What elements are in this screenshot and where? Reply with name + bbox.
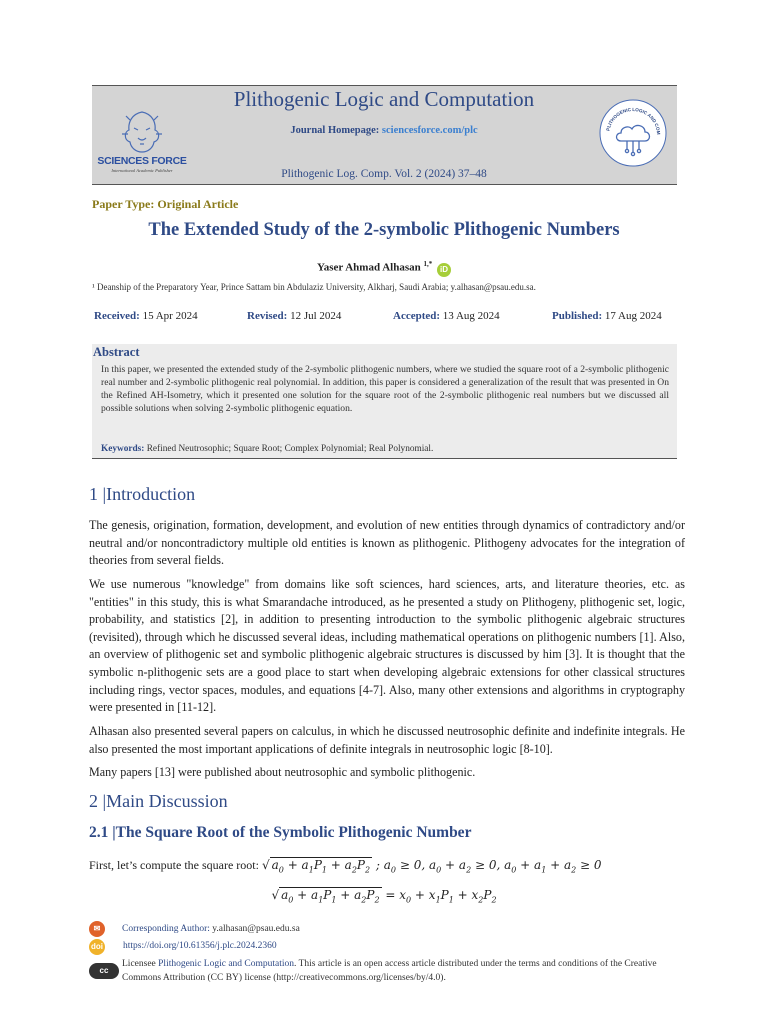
- square-root-condition: √ $a_0 + a_1P_1 + a_2P_2$ ; $a_0 \ge 0$, $a_0 + a_2 \ge 0$, $a_0 + a_1 + a_2 \ge 0$: [261, 858, 602, 875]
- revised-value: 12 Jul 2024: [287, 310, 342, 322]
- accepted-date: [393, 310, 500, 322]
- accepted-value: 13 Aug 2024: [440, 310, 500, 322]
- received-label: Received:: [94, 310, 140, 322]
- paper-type: Paper Type: Original Article: [92, 197, 239, 211]
- license-terms: . This article is an open access article distributed under the terms and conditions of the Creative Commons Attribution (CC BY) license (http://creativecommons.org/licenses/by/4.0).: [122, 959, 657, 983]
- intro-paragraph-1: The genesis, origination, formation, development, and evolution of new entities through dynamics of contradictory and/or neutral and/or noncontradictory multiple old entities is known as plithogenic. Plithogeny advocates for the integration of theories from several fields.: [89, 518, 685, 568]
- revised-date: [247, 310, 341, 322]
- license-journal: Plithogenic Logic and Computation: [158, 959, 295, 969]
- abstract-heading: Abstract: [93, 345, 140, 359]
- published-label: Published:: [552, 310, 603, 322]
- homepage-link[interactable]: sciencesforce.com/plc: [381, 125, 478, 136]
- license-text: [122, 957, 662, 985]
- journal-logo-text: PLITHOGENIC LOGIC AND COM: [605, 106, 662, 135]
- intro-paragraph-4: Many papers [13] were published about neutrosophic and symbolic plithogenic.: [89, 765, 476, 779]
- subsection-2-1-heading: 2.1 |The Square Root of the Symbolic Plithogenic Number: [89, 824, 472, 841]
- homepage-label: Journal Homepage:: [290, 125, 382, 136]
- square-root-intro-text: First, let’s compute the square root:: [89, 858, 262, 872]
- square-root-equation: √ $a_0 + a_1P_1 + a_2P_2 = x_0 + x_1P_1 + x_2P_2$: [271, 888, 497, 905]
- keywords-label: Keywords:: [101, 444, 145, 454]
- publisher-logo-text: SCIENCES FORCE: [97, 155, 187, 167]
- section-2-heading: 2 |Main Discussion: [89, 791, 228, 811]
- author-affiliation: ¹ Deanship of the Preparatory Year, Prince Sattam bin Abdulaziz University, Alkharj, Saudi Arabia; y.alhasan@psau.edu.sa.: [92, 282, 536, 292]
- abstract-text: In this paper, we presented the extended study of the 2-symbolic plithogenic numbers, where we studied the square root of a 2-symbolic plithogenic real number and 2-symbolic plithogenic real polynomial. In addition, this paper is considered a generalization of the result that was presented in On the Refined AH-Isometry, which it presented one solution for the square root of the 2-symbolic plithogenic real numbers but we discussed all possible solutions when solving 2-symbolic plithogenic equation.: [101, 364, 669, 415]
- cc-by-license-icon: cc: [89, 963, 119, 979]
- intro-paragraph-3: Alhasan also presented several papers on calculus, in which he discussed neutrosophic definite and indefinite integrals. He also presented the most important applications of definite integrals in neutrosophic logic [8-10].: [89, 724, 685, 756]
- license-prefix: Licensee: [122, 959, 159, 969]
- accepted-label: Accepted:: [393, 310, 441, 322]
- doi-link[interactable]: https://doi.org/10.61356/j.plc.2024.2360: [123, 941, 277, 951]
- author-line: [0, 260, 768, 277]
- author-affiliation-marker: 1,*: [423, 260, 433, 268]
- received-value: 15 Apr 2024: [139, 310, 198, 322]
- journal-title: Plithogenic Logic and Computation: [233, 87, 535, 111]
- journal-citation: Plithogenic Log. Comp. Vol. 2 (2024) 37–48: [281, 168, 487, 180]
- journal-logo: [597, 97, 669, 169]
- doi-icon: doi: [89, 939, 105, 955]
- author-name: Yaser Ahmad Alhasan: [317, 261, 424, 274]
- published-date: [552, 310, 662, 322]
- corresponding-author-label: Corresponding Author:: [122, 924, 210, 934]
- corresponding-author: [122, 924, 300, 934]
- corresponding-author-email[interactable]: y.alhasan@psau.edu.sa: [209, 924, 300, 934]
- square-root-intro-line: [89, 858, 602, 874]
- intro-paragraph-2: We use numerous "knowledge" from domains like soft sciences, hard sciences, arts, and literature theories, etc. as "entities" in this study, this is what Smarandache introduced, as he presented a study on Plithogeny, plithogenic set, logic, probability, and statistics [2], in addition to presenting introduction to the symbolic plithogenic algebraic structures (revisited), through which he discussed several ideas, including mathematical operations on plithogenic numbers [1]. Also, an overview of plithogenic set and symbolic plithogenic algebraic structures is discussed by him [3]. It is thought that the symbolic n-plithogenic sets are a good place to start when developing algebraic extensions for other classical structures including rings, vector spaces, modules, and equations [4-7]. Also, many other extensions and algorithms in cryptography were presented in [11-12].: [89, 577, 685, 715]
- email-icon: ✉: [89, 921, 105, 937]
- publisher-logo-subtitle: International Academic Publisher: [111, 168, 173, 173]
- section-1-heading: 1 |Introduction: [89, 484, 196, 504]
- received-date: [94, 310, 198, 322]
- paper-title: The Extended Study of the 2-symbolic Plithogenic Numbers: [148, 220, 620, 240]
- orcid-icon[interactable]: iD: [437, 263, 451, 277]
- revised-label: Revised:: [247, 310, 288, 322]
- published-value: 17 Aug 2024: [602, 310, 662, 322]
- keywords: [101, 444, 433, 454]
- keywords-list: Refined Neutrosophic; Square Root; Complex Polynomial; Real Polynomial.: [144, 444, 434, 454]
